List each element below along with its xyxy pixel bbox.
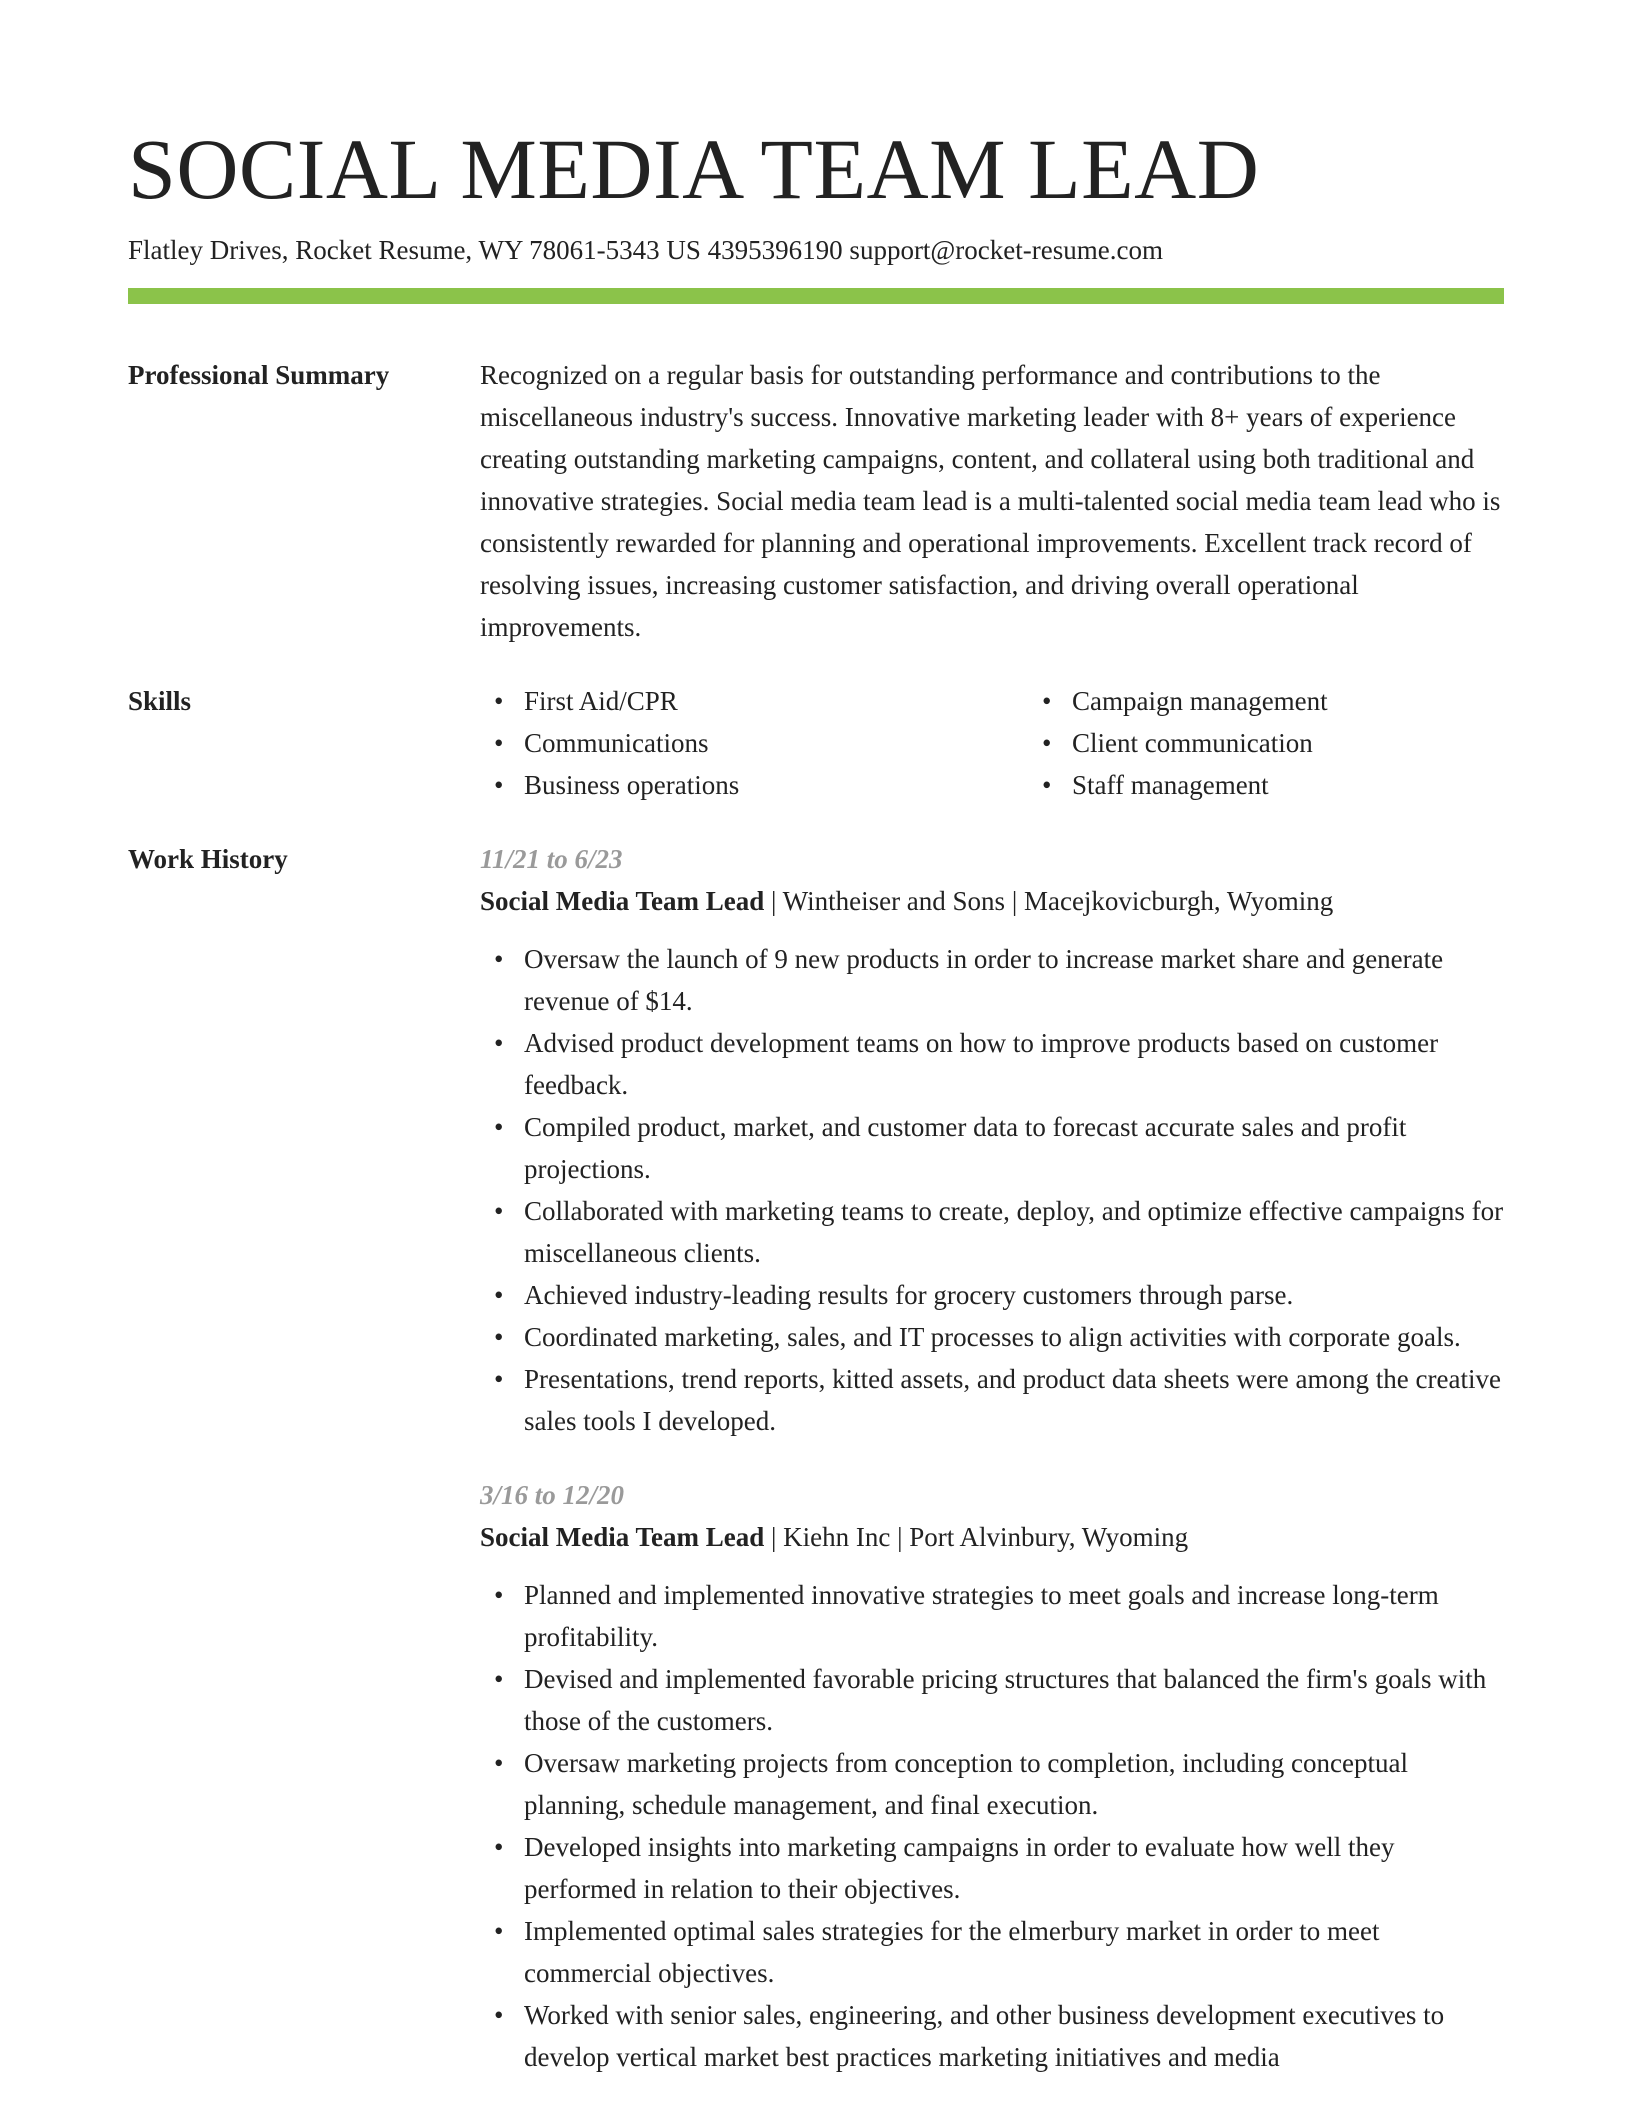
skills-right-list: [1028, 680, 1576, 806]
job-bullet: • Advised product development teams on how to improve products based on customer feedback.: [524, 1022, 1504, 1106]
accent-divider: [128, 288, 1504, 304]
job-bullets: [480, 1574, 1504, 2078]
job-bullet: • Collaborated with marketing teams to create, deploy, and optimize effective campaigns for miscellaneous clients.: [524, 1190, 1504, 1274]
skills-left-list: [480, 680, 1028, 806]
job-heading: [480, 1516, 1504, 1558]
resume-page: [128, 118, 1504, 2078]
job-bullet: • Planned and implemented innovative strategies to meet goals and increase long-term profitability.: [524, 1574, 1504, 1658]
job-entry: [480, 1474, 1504, 2078]
skills-columns: [480, 680, 1576, 806]
job-dates: 11/21 to 6/23: [480, 844, 623, 874]
skill-item: • First Aid/CPR: [524, 680, 1028, 722]
job-bullet: • Devised and implemented favorable pricing structures that balanced the firm's goals with those of the customers.: [524, 1658, 1504, 1742]
job-bullet: • Coordinated marketing, sales, and IT processes to align activities with corporate goals.: [524, 1316, 1504, 1358]
summary-text: Recognized on a regular basis for outstanding performance and contributions to the miscellaneous industry's success. Innovative marketing leader with 8+ years of experience creating outstanding marketing campaigns, content, and collateral using both traditional and innovative strategies. Social media team lead is a multi-talented social media team lead who is consistently rewarded for planning and operational improvements. Excellent track record of resolving issues, increasing customer satisfaction, and driving overall operational improvements.: [480, 360, 1501, 642]
job-title: Social Media Team Lead: [480, 886, 765, 916]
job-bullet: • Worked with senior sales, engineering, and other business development executives to develop vertical market best practices marketing initiatives and media: [524, 1994, 1504, 2078]
skills-section: [128, 680, 1504, 806]
summary-section: [128, 354, 1504, 648]
work-history-section: [128, 838, 1504, 2078]
work-history-body: [480, 838, 1504, 2078]
job-heading: [480, 880, 1504, 922]
job-details: | Kiehn Inc | Port Alvinbury, Wyoming: [764, 1522, 1189, 1552]
skill-item: • Client communication: [1072, 722, 1576, 764]
job-entry: [480, 838, 1504, 1442]
job-bullet: • Presentations, trend reports, kitted assets, and product data sheets were among the creative sales tools I developed.: [524, 1358, 1504, 1442]
summary-label: Professional Summary: [128, 360, 390, 390]
job-bullet: • Compiled product, market, and customer data to forecast accurate sales and profit projections.: [524, 1106, 1504, 1190]
work-history-label: Work History: [128, 844, 288, 874]
job-bullet: • Oversaw the launch of 9 new products in order to increase market share and generate revenue of $14.: [524, 938, 1504, 1022]
job-bullet: • Oversaw marketing projects from conception to completion, including conceptual planning, schedule management, and final execution.: [524, 1742, 1504, 1826]
skill-item: • Communications: [524, 722, 1028, 764]
job-bullets: [480, 938, 1504, 1442]
skill-item: • Business operations: [524, 764, 1028, 806]
resume-name: SOCIAL MEDIA TEAM LEAD: [128, 121, 1260, 217]
skills-label: Skills: [128, 686, 192, 716]
job-bullet: • Achieved industry-leading results for grocery customers through parse.: [524, 1274, 1504, 1316]
job-details: | Wintheiser and Sons | Macejkovicburgh, Wyoming: [764, 886, 1334, 916]
skill-item: • Staff management: [1072, 764, 1576, 806]
skill-item: • Campaign management: [1072, 680, 1576, 722]
job-dates: 3/16 to 12/20: [480, 1480, 625, 1510]
job-title: Social Media Team Lead: [480, 1522, 765, 1552]
contact-line: Flatley Drives, Rocket Resume, WY 78061-5343 US 4395396190 support@rocket-resume.com: [128, 235, 1163, 265]
job-bullet: • Developed insights into marketing campaigns in order to evaluate how well they performed in relation to their objectives.: [524, 1826, 1504, 1910]
skills-body: [480, 680, 1576, 806]
job-bullet: • Implemented optimal sales strategies for the elmerbury market in order to meet commercial objectives.: [524, 1910, 1504, 1994]
